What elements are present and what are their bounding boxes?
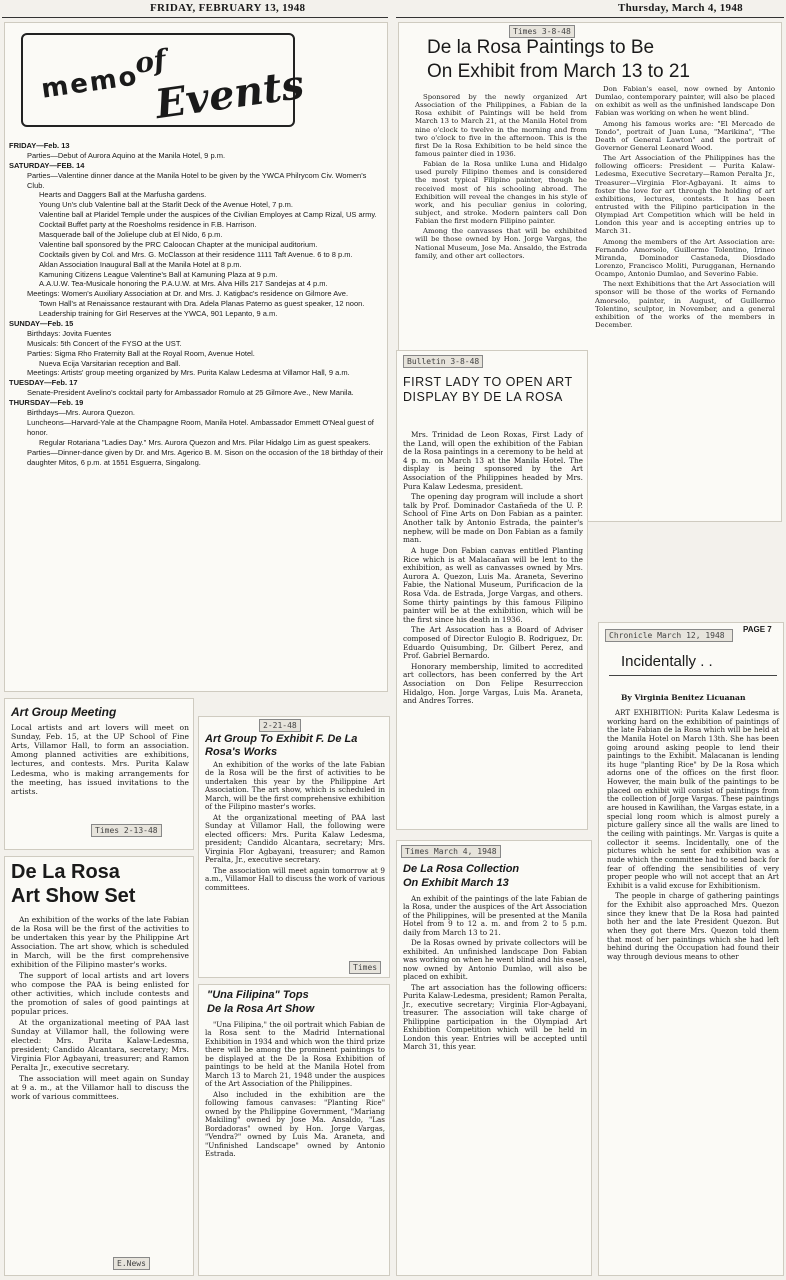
- memo-line: Leadership training for Girl Reserves at the YWCA, 901 Lepanto, 9 a.m.: [39, 309, 278, 319]
- collection-body: [403, 895, 587, 1054]
- memo-line: TUESDAY—Feb. 17: [9, 378, 78, 388]
- una-filipina-body: [205, 1021, 385, 1161]
- una-filipina-title-1: "Una Filipina" Tops: [207, 989, 309, 1001]
- header-rule-left: [2, 17, 388, 18]
- first-lady-paragraph: A huge Don Fabian canvas entitled Planting Rice which is at Malacañan will be lent to the exhibition, as well as canvasses owned by Mrs. Aurora A. Quezon, Luis Ma. Araneta, Severino Fabie, the National Museum, Purificacion de la Rosa Vda. de Estrada, Jorge Vargas, and others. Some thirty paintings by this famous Filipino painter will be at the exhibition, which will be the first since his death in 1936.: [403, 545, 583, 624]
- memo-line: THURSDAY—Feb. 19: [9, 398, 84, 408]
- paintings-paragraph: The Art Association of the Philippines has the following officers: President — Purita Kalaw-Ledesma, Executive Secretary—Ramon Peralta Jr., Treasurer—Virginia Flor-Agbayani. It aims to foster the love for art through the holding of art exhibitions, lectures, contests. It has been entrusted with the Filipino participation in the Olympiad Art Competition which will be held in London this year and is accepting entries up to March 31.: [595, 154, 775, 236]
- art-show-set-body: [11, 915, 189, 1103]
- art-group-meeting-title: Art Group Meeting: [11, 705, 117, 719]
- paintings-column-2: [595, 85, 775, 331]
- una-filipina-title-2: De la Rosa Art Show: [207, 1003, 315, 1015]
- first-lady-stamp: Bulletin 3-8-48: [403, 355, 483, 368]
- memo-line: Parties—Valentine dinner dance at the Manila Hotel to be given by the YWCA Philrycom Civ. Women's Club.: [27, 170, 367, 190]
- art-group-to-exhibit-clipping: [198, 716, 390, 978]
- logo-word-of: of: [132, 43, 168, 80]
- memo-line: A.A.U.W. Tea-Musicale honoring the P.A.U.W. at Mrs. Alva Hills 217 Sandejas at 4 p.m.: [39, 279, 328, 289]
- memo-listing: [9, 141, 383, 467]
- first-lady-title: FIRST LADY TO OPEN ART DISPLAY BY DE LA ROSA: [403, 375, 573, 404]
- first-lady-body: [403, 431, 583, 708]
- logo-word-memo: memo: [39, 61, 141, 105]
- art-group-meeting-text: Local artists and art lovers will meet on Sunday, Feb. 15, at the UP School of Fine Arts, Villamor Hall, to form an association. Among planned activities are exhibitions, lectures, and contests. Mrs. Purita Kalaw Ledesma, who is making arrangements for the meeting, has issued invitations to the artists.: [11, 723, 189, 796]
- memo-line: Meetings: Artists' group meeting organized by Mrs. Purita Kalaw Ledesma at Villamor Hall, 9 a.m.: [27, 368, 350, 378]
- una-filipina-clipping: [198, 984, 390, 1276]
- art-group-exhibit-body: [205, 761, 385, 894]
- incidentally-title: Incidentally . .: [621, 653, 713, 670]
- art-group-exhibit-p1: An exhibition of the works of the late Fabian de la Rosa will be the first of activities to be undertaken this year by the Philippine Art Association. The art show, which is scheduled in March, will be the first comprehensive exhibition of the Filipino master's works.: [205, 760, 385, 812]
- memo-line: Parties—Debut of Aurora Aquino at the Manila Hotel, 9 p.m.: [27, 150, 226, 160]
- logo-word-events: Events: [152, 60, 307, 129]
- memo-line: Aklan Association Inaugural Ball at the Manila Hotel at 8 p.m.: [39, 259, 242, 269]
- memo-line: Cocktail Buffet party at the Roesholms residence in F.B. Harrison.: [39, 220, 257, 230]
- art-show-set-p1: An exhibition of the works of the late Fabian de la Rosa will be the first of the activities to be undertaken this year by the Philippine Art Association. The art show, which is scheduled in March, will be the first comprehensive exhibition of the Filipino master's works.: [11, 915, 189, 969]
- memo-line: SUNDAY—Feb. 15: [9, 319, 74, 329]
- paintings-column-1: [415, 93, 587, 262]
- paintings-paragraph: Fabian de la Rosa unlike Luna and Hidalgo used purely Filipino themes and is considered the most typical Filipino painter, though he received most of his schooling abroad. The Exhibition will reveal the changes in his style of work, and his peculiar genius in coloring, subject, and stroke. Modern painters call Don Fabian the first modern Filipino painter.: [415, 160, 587, 226]
- memo-line: Valentine ball at Plaridel Temple under the auspices of the Civilian Employes at Camp Rizal, US army.: [39, 210, 377, 220]
- art-show-set-p2: The support of local artists and art lovers who compose the PAA is being enlisted for other activities, which include contests and the promotion of sales of good paintings at popular prices.: [11, 971, 189, 1016]
- art-group-exhibit-p2: At the organizational meeting of PAA last Sunday at Villamor Hall, the following were elected officers: Mrs. Purita Kalaw Ledesma, president; Candido Alcantara, secretary; Mrs. Virginia Flor Agbayani, treasurer; and Ramon Peralta, Jr., executive secretary.: [205, 812, 385, 865]
- left-page-date: FRIDAY, FEBRUARY 13, 1948: [150, 2, 306, 14]
- collection-paragraph: An exhibit of the paintings of the late Fabian de la Rosa, under the auspices of the Art Association of the Philippines, will be presented at the Manila Hotel from 9 to 12 a. m. and from 2 to 5 p.m. daily from March 13 to 21.: [403, 894, 587, 937]
- art-group-exhibit-stamp: 2-21-48: [259, 719, 301, 732]
- de-la-rosa-art-show-set-clipping: [4, 856, 194, 1276]
- memo-line: SATURDAY—FEB. 14: [9, 160, 85, 170]
- incidentally-clipping: [598, 622, 784, 1276]
- art-show-set-title-2: Art Show Set: [11, 885, 136, 907]
- memo-line: Kamuning Citizens League Valentine's Ball at Kamuning Plaza at 9 p.m.: [39, 269, 278, 279]
- memo-line: Meetings: Women's Auxiliary Association at Dr. and Mrs. J. Katigbac's residence on Gilmore Ave.: [27, 289, 349, 299]
- art-group-exhibit-p3: The association will meet again tomorrow at 9 a.m., Villamor Hall to discuss the work of various committees.: [205, 865, 385, 892]
- paintings-stamp: Times 3-8-48: [509, 25, 575, 38]
- collection-title-2: On Exhibit March 13: [403, 877, 509, 889]
- incidentally-paragraph: ART EXHIBITION: Purita Kalaw Ledesma is working hard on the exhibition of paintings of the late Fabian de la Rosa which will be held at the Manila Hotel on March 13th. She has been going around asking people to lend their paintings to the Exhibit. Malacanan is lending its huge "planting Rice" by De la Rosa which adorns one of the offices on the first floor. However, the main bulk of the paintings to be placed on exhibit will consist of paintings from the collection of Jorge Vargas. These paintings are housed in Kawilihan, the Vargas estate, in a special long room which is almost purely a picture gallery since all the walls are lined to the ceiling with paintings. Mr. Vargas is quite a collector it seems. Incidentally, one of the pictures which he sent for exhibition was a nude which the committee had to send back for fear of offending the sensibilities of very proper people who will not accept that an Art Exhibit is a valid excuse for Exhibitionism.: [607, 708, 779, 890]
- incidentally-paragraph: The people in charge of gathering paintings for the Exhibit also approached Mrs. Quezon since they knew that De la Rosa had painted both her and the late President Quezon. But when they got there Mrs. Quezon told them that most of her paintings which she had left behind during the Occupation had found their way through devious means to other: [607, 891, 779, 961]
- right-page-date: Thursday, March 4, 1948: [618, 2, 743, 14]
- collection-title-1: De La Rosa Collection: [403, 863, 520, 875]
- art-show-set-p4: The association will meet again on Sunday at 9 a. m., at the Villamor hall to discuss the work of various committees.: [11, 1074, 189, 1101]
- paintings-title-1: De la Rosa Paintings to Be: [427, 37, 655, 58]
- memo-line: FRIDAY—Feb. 13: [9, 141, 70, 150]
- memo-line: Regular Rotariana "Ladies Day." Mrs. Aurora Quezon and Mrs. Pilar Hidalgo Lim as guest speakers.: [39, 437, 371, 447]
- memo-line: Hearts and Daggers Ball at the Marfusha gardens.: [39, 190, 207, 200]
- first-lady-paragraph: Honorary membership, limited to accredited art collectors, has been conferred by the Art Association on Don Felipe Resurreccion Hidalgo, Hon. Jorge Vargas, Luis Ma. Araneta, and Andres Torres.: [403, 661, 583, 706]
- memo-line: Valentine ball sponsored by the PRC Caloocan Chapter at the municipal auditorium.: [39, 239, 318, 249]
- memo-line: Birthdays—Mrs. Aurora Quezon.: [27, 408, 135, 418]
- first-lady-paragraph: The Art Assocation has a Board of Adviser composed of Director Eulogio B. Rodriguez, Dr. Eduardo Quisumbing, Dr. Gilbert Perez, and Prof. Gabriel Bernardo.: [403, 625, 583, 661]
- de-la-rosa-collection-clipping: [396, 840, 592, 1276]
- memo-line: Luncheons—Harvard-Yale at the Champagne Room, Manila Hotel. Ambassador Emmett O'Neal guest of honor.: [27, 417, 374, 437]
- art-show-set-p3: At the organizational meeting of PAA last Sunday at Villamor hall, the following were elected: Mrs. Purita Kalaw-Ledesma, president; Candido Alcantara, secretary; Mrs. Virginia Flor Agbayani, treasurer; and Ramon Peralta Jr., executive secretary.: [11, 1018, 189, 1072]
- memo-line: Parties—Dinner-dance given by Dr. and Mrs. Agerico B. M. Sison on the occasion of the 18 birthday of their daughter Mitos, 6 p.m. at 1551 Esguerra, Singalong.: [27, 447, 384, 467]
- art-group-meeting-stamp: Times 2-13-48: [91, 824, 162, 837]
- art-group-exhibit-title: Art Group To Exhibit F. De La Rosa's Works: [205, 733, 358, 758]
- collection-paragraph: The art association has the following officers: Purita Kalaw-Ledesma, president; Ramon Peralta, Jr., executive secretary; Virginia Flor-Agbayani, treasurer. The association will take charge of Philippine participation in the Olympiad Art Exhibition Competition which will be held in London this year. Entries will be accepted until March 31, this year.: [403, 982, 587, 1052]
- paintings-paragraph: Sponsored by the newly organized Art Association of the Philippines, a Fabian de la Rosa exhibit of Paintings will be held from March 13 to March 21, at the Manila Hotel from nine o'clock to twelve in the morning and from two o'clock to five in the afternoon. This is the first De la Rosa Exhibition to be held since the famous painter died in 1936.: [415, 93, 587, 158]
- art-show-set-title-1: De La Rosa: [11, 861, 120, 883]
- art-show-set-stamp: E.News: [113, 1257, 150, 1270]
- header-rule-right: [396, 17, 784, 18]
- paintings-paragraph: The next Exhibitions that the Art Association will sponsor will be those of the works of Fernando Amorsolo, painter, in August, of Guillermo Tolentino, sculptor, in November, and a general exhibition of the works of the members in December.: [595, 280, 775, 329]
- memo-line: Nueva Ecija Varsitarian reception and Ball.: [39, 358, 181, 368]
- paintings-paragraph: Among the canvasses that will be exhibited will be those owned by Hon. Jorge Vargas, the National Museum, Jose Ma. Ansaldo, the Estrada family, and other art collectors.: [415, 227, 587, 260]
- incidentally-page-label: PAGE 7: [743, 625, 772, 634]
- una-filipina-p2: Also included in the exhibition are the following famous canvases: "Planting Rice" owned by the Philippine Government, "Mariang Makiling" owned by Jose Ma. Ansaldo, "Las Bordadoras" owned by Hon. Jorge Vargas, "Vendra?" owned by Luis Ma. Araneta, and "Unfinished Landscape" owned by Antonio Estrada.: [205, 1089, 385, 1159]
- collection-stamp: Times March 4, 1948: [401, 845, 501, 858]
- memo-line: Musicals: 5th Concert of the FYSO at the UST.: [27, 338, 182, 348]
- memo-line: Young Un's club Valentine ball at the Starlit Deck of the Avenue Hotel, 7 p.m.: [39, 200, 293, 210]
- memo-line: Parties: Sigma Rho Fraternity Ball at the Royal Room, Avenue Hotel.: [27, 348, 255, 358]
- memo-of-events-clipping: [4, 22, 388, 692]
- memo-line: Cocktails given by Col. and Mrs. G. McClasson at their residence 1111 Taft Avenue. 6 to 8 p.m.: [39, 249, 353, 259]
- memo-line: Masquerade ball of the Jolielupe club at El Nido, 6 p.m.: [39, 230, 223, 240]
- paintings-title-2: On Exhibit from March 13 to 21: [427, 61, 690, 82]
- incidentally-body: [607, 709, 779, 964]
- memo-line: Senate-President Avelino's cocktail party for Ambassador Romulo at 25 Gilmore Ave., New Manila.: [27, 388, 354, 398]
- incidentally-rule: [609, 675, 777, 676]
- paintings-paragraph: Don Fabian's easel, now owned by Antonio Dumlao, contemporary painter, will also be placed on exhibit as well as the unfinished landscape Don Fabian was working on when he went blind.: [595, 85, 775, 118]
- first-lady-clipping: [396, 350, 588, 830]
- art-group-meeting-clipping: [4, 698, 194, 850]
- una-filipina-p1: "Una Filipina," the oil portrait which Fabian de la Rosa sent to the Madrid International Exhibition in 1934 and which won the third prize there will be among the prominent paintings to be displayed at the De la Rosa Exhibition of paintings to be held at the Manila Hotel from March 13 to March 21, 1948 under the auspices of the Art Association of the Philippines.: [205, 1020, 385, 1089]
- memo-line: Town Hall's at Renaissance restaurant with Dra. Adela Planas Paterno as guest speaker, 12 noon.: [39, 299, 365, 309]
- paintings-paragraph: Among the members of the Art Association are: Fernando Amorsolo, Guillermo Tolentino, Irineo Miranda, Dominador Castaneda, Diosdado Lorenzo, Francisco Moliti, Purugganan, Hernando Ocampo, Antonio Dumlao, and Severino Fabie.: [595, 237, 775, 279]
- incidentally-stamp: Chronicle March 12, 1948: [605, 629, 733, 642]
- first-lady-paragraph: The opening day program will include a short talk by Prof. Dominador Castañeda of the U. P. School of Fine Arts on Don Fabian as a painter. Another talk by Antonio Estrada, the painter's nephew, will be made on Don Fabian as a family man.: [403, 492, 583, 545]
- art-group-exhibit-tag: Times: [349, 961, 381, 974]
- memo-logo: [5, 23, 387, 133]
- incidentally-byline: By Virginia Benitez Licuanan: [621, 693, 746, 702]
- first-lady-paragraph: Mrs. Trinidad de Leon Roxas, First Lady of the Land, will open the exhibition of the Fabian de la Rosa paintings in a ceremony to be held at 4 p. m. on March 13 at the Manila Hotel. The display is being sponsored by the Art Association of the Philippines headed by Mrs. Pura Kalaw Ledesma, president.: [403, 430, 583, 491]
- memo-line: Birthdays: Jovita Fuentes: [27, 328, 112, 338]
- collection-paragraph: De la Rosas owned by private collectors will be exhibited. An unfinished landscape Don Fabian was working on when he went blind and his easel, now owned by Antonio Dumlao, will also be placed on exhibit.: [403, 938, 587, 982]
- paintings-paragraph: Among his famous works are: "El Mercado de Tondo", portrait of Juan Luna, "Marikina", "The Death of General Lawton" and the portrait of Governor General Leonard Wood.: [595, 119, 775, 152]
